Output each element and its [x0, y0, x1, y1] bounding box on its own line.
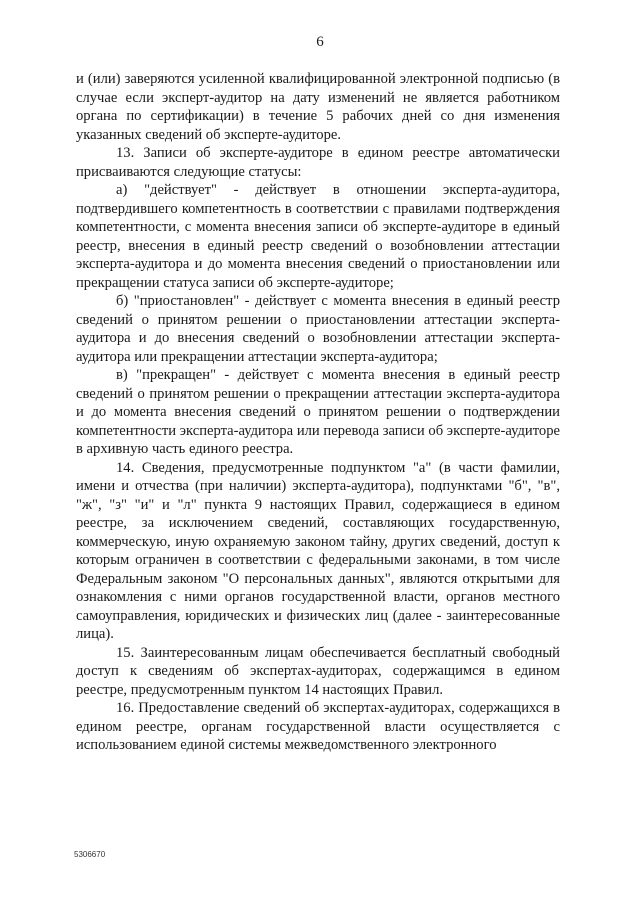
- paragraph-13: 13. Записи об эксперте-аудиторе в едином реестре автоматически присваиваются следующие статусы:: [76, 145, 560, 180]
- paragraph-continuation: и (или) заверяются усиленной квалифицированной электронной подписью (в случае если эксперт-аудитор на дату изменений не является работником органа по сертификации) в течение 5 рабочих дней со дня изменения указанных сведений об эксперте-аудиторе.: [76, 71, 560, 143]
- paragraph-15: 15. Заинтересованным лицам обеспечивается бесплатный свободный доступ к сведениям об экспертах-аудиторах, содержащимся в едином реестре, предусмотренным пунктом 14 настоящих Правил.: [76, 644, 560, 698]
- page-number: 6: [316, 34, 324, 50]
- document-code: 5306670: [74, 850, 106, 859]
- paragraph-13a: а) "действует" - действует в отношении эксперта-аудитора, подтвердившего компетентность в соответствии с правилами подтверждения компетентности, с момента внесения записи об эксперте-аудиторе в единый реестр, внесения в единый реестр сведений о возобновлении аттестации эксперта-аудитора и до момента внесения сведений о приостановлении или прекращении статуса записи об эксперте-аудиторе;: [76, 182, 560, 291]
- paragraph-13c: в) "прекращен" - действует с момента внесения в единый реестр сведений о принятом решении о прекращении аттестации эксперта-аудитора и до момента внесения сведений о принятом решении о подтверждении компетентности эксперта-аудитора или перевода записи об эксперте-аудиторе в архивную часть единого реестра.: [76, 367, 560, 457]
- document-body: [76, 70, 560, 755]
- paragraph-14: 14. Сведения, предусмотренные подпунктом "а" (в части фамилии, имени и отчества (при наличии) эксперта-аудитора), подпунктами "б", "в", "ж", "з" "и" и "л" пункта 9 настоящих Правил, содержащиеся в едином реестре, за исключением сведений, составляющих государственную, коммерческую, иную охраняемую законом тайну, других сведений, доступ к которым ограничен в соответствии с федеральными законами, в том числе Федеральным законом "О персональных данных", являются открытыми для ознакомления с ними органов государственной власти, органов местного самоуправления, юридических и физических лиц (далее - заинтересованные лица).: [76, 459, 560, 642]
- paragraph-16: 16. Предоставление сведений об экспертах-аудиторах, содержащихся в едином реестре, органам государственной власти осуществляется с использованием единой системы межведомственного электронного: [76, 700, 560, 753]
- paragraph-13b: б) "приостановлен" - действует с момента внесения в единый реестр сведений о принятом решении о приостановлении аттестации эксперта-аудитора и до внесения сведений о возобновлении аттестации эксперта-аудитора или прекращении аттестации эксперта-аудитора;: [76, 293, 560, 365]
